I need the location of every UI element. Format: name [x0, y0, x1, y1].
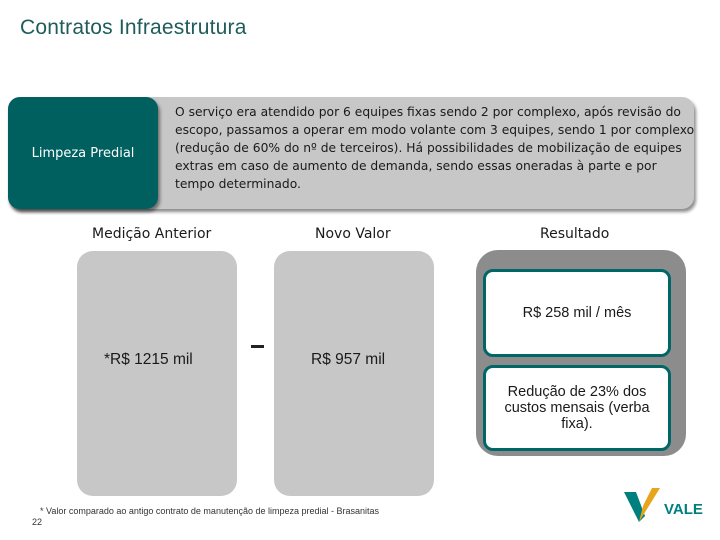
result-heading: Resultado	[540, 226, 610, 242]
new-value-box	[274, 251, 434, 496]
new-value-heading: Novo Valor	[315, 226, 391, 242]
previous-value: *R$ 1215 mil	[104, 351, 193, 368]
monthly-savings: R$ 258 mil / mês	[522, 305, 632, 321]
logo-teal-mark-icon	[624, 492, 645, 522]
logo-text: VALE	[664, 501, 703, 518]
footnote: * Valor comparado ao antigo contrato de manutenção de limpeza predial - Brasanitas	[40, 506, 380, 516]
page-number: 22	[32, 517, 43, 527]
service-description: O serviço era atendido por 6 equipes fixas sendo 2 por complexo, após revisão do escopo, passamos a operar em modo volante com 3 equipes, sendo 1 por complexo (redução de 60% do nº de terceiros). Há possibilidades de mobilização de equipes extras em caso de aumento de demanda, sendo essas oneradas à parte e por tempo determinado.	[175, 105, 695, 191]
reduction-box	[483, 365, 671, 451]
previous-value-box	[77, 251, 237, 496]
previous-heading: Medição Anterior	[92, 226, 212, 242]
new-value: R$ 957 mil	[311, 351, 386, 368]
page-title: Contratos Infraestrutura	[20, 16, 247, 39]
minus-sign	[251, 345, 264, 348]
vale-logo	[622, 486, 714, 526]
service-label: Limpeza Predial	[8, 97, 158, 209]
monthly-savings-box	[483, 269, 671, 357]
reduction-text: Redução de 23% dos custos mensais (verba fixa).	[504, 384, 650, 432]
